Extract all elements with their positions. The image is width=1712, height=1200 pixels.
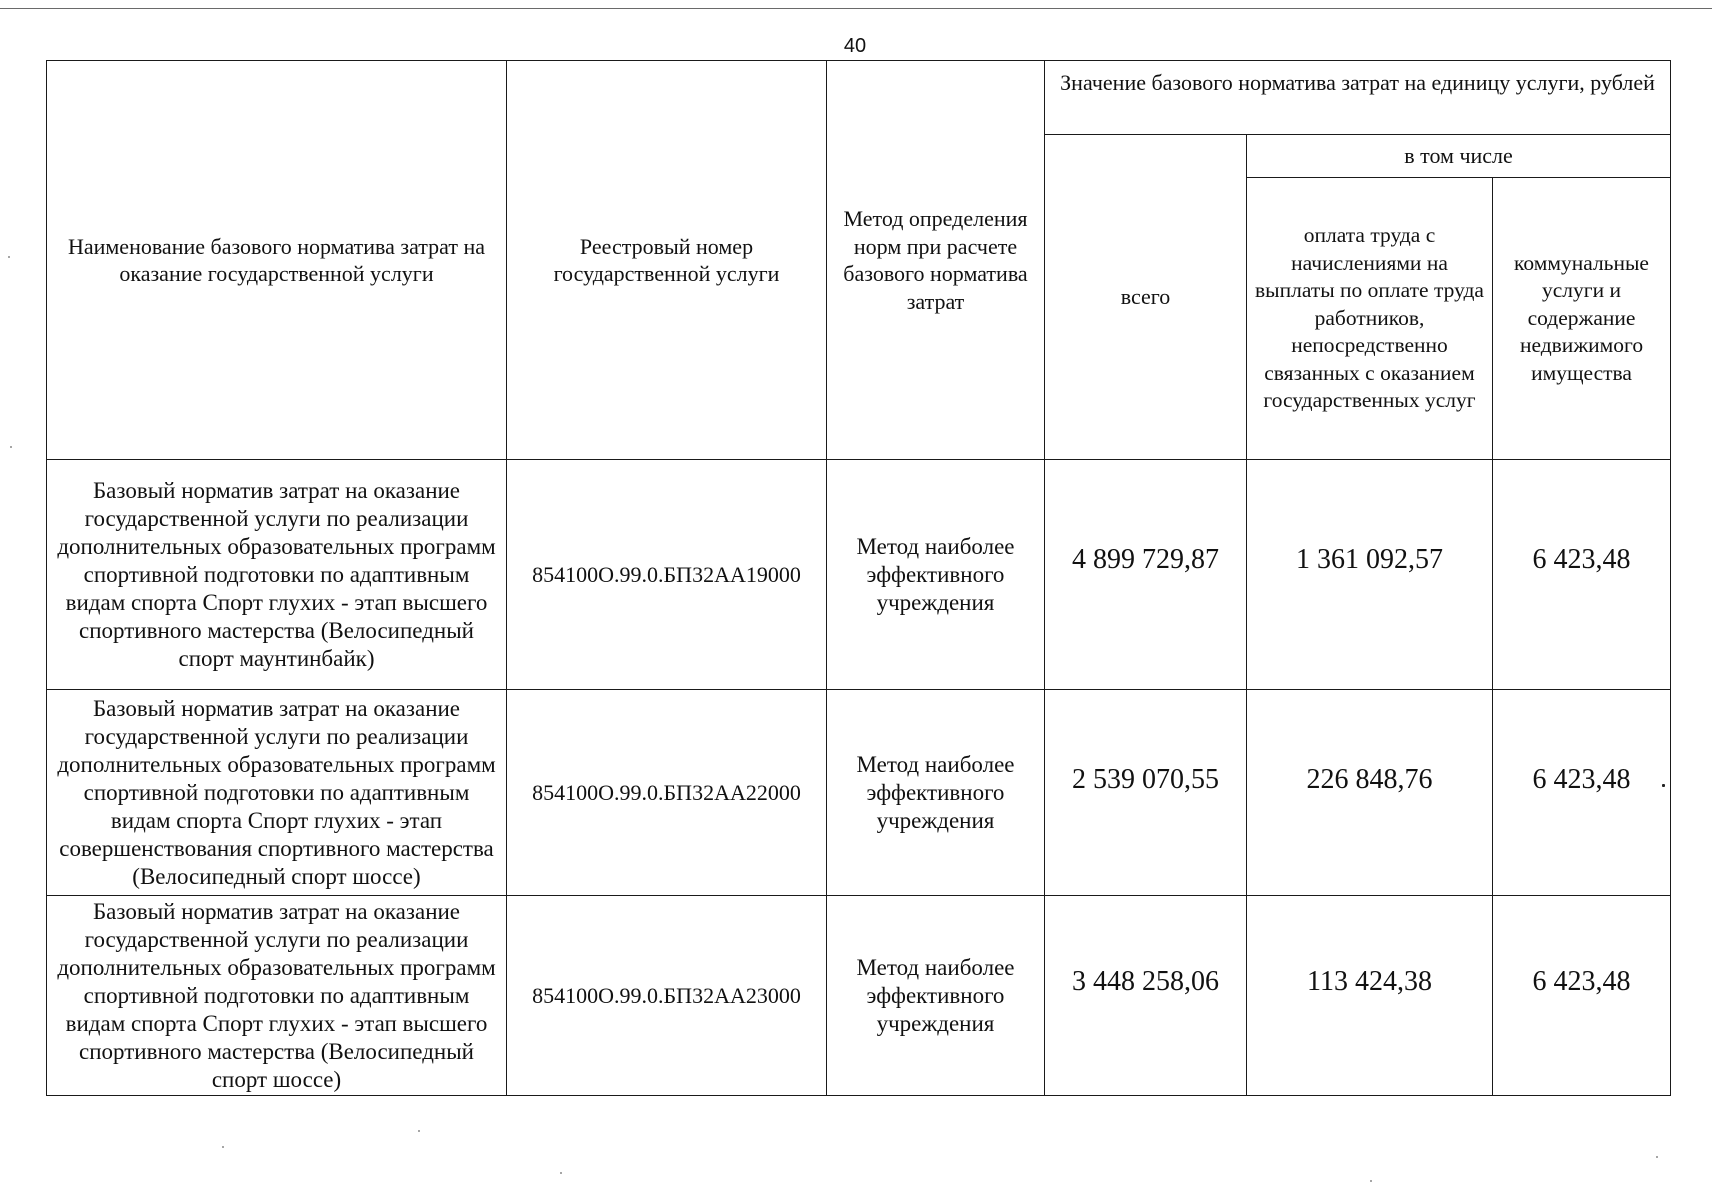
- base-norm-cost-table: [46, 60, 1671, 1096]
- row-total-cell: [1045, 690, 1247, 896]
- header-total-label: всего: [1120, 284, 1171, 310]
- row-total-cell: [1045, 460, 1247, 690]
- row-total-value: 3 448 258,06: [1072, 966, 1219, 997]
- row-total-value: 2 539 070,55: [1072, 764, 1219, 795]
- scan-speck: [1370, 1180, 1372, 1182]
- row-method-cell: [827, 690, 1045, 896]
- row-method-cell: [827, 460, 1045, 690]
- row-utilities-value: 6 423,48: [1532, 764, 1631, 795]
- header-name-label: Наименование базового норматива затрат на оказание государственной услуги: [67, 233, 486, 286]
- row-registry-number: 854100О.99.0.БП32АА22000: [532, 780, 801, 805]
- row-total-value: 4 899 729,87: [1072, 544, 1219, 575]
- scan-speck: [1662, 784, 1665, 787]
- table-row: [47, 690, 1671, 896]
- row-total-cell: [1045, 896, 1247, 1096]
- row-name-cell: [47, 460, 507, 690]
- row-method: Метод наиболее эффективного учреждения: [856, 954, 1015, 1036]
- header-cell-utilities: [1493, 178, 1671, 460]
- header-registry-label: Реестровый номер государственной услуги: [553, 233, 780, 286]
- header-cell-labor: [1247, 178, 1493, 460]
- table-row: [47, 896, 1671, 1096]
- header-utilities-label: коммунальные услуги и содержание недвижимого имущества: [1514, 250, 1649, 385]
- row-utilities-cell: [1493, 690, 1671, 896]
- row-labor-value: 113 424,38: [1307, 966, 1432, 997]
- row-registry-cell: [507, 460, 827, 690]
- scan-speck: [560, 1172, 562, 1174]
- scan-speck: [10, 446, 12, 448]
- row-registry-cell: [507, 896, 827, 1096]
- row-utilities-value: 6 423,48: [1532, 544, 1631, 575]
- page-number: 40: [843, 35, 867, 57]
- row-method: Метод наиболее эффективного учреждения: [856, 751, 1015, 833]
- row-name-cell: [47, 896, 507, 1096]
- row-labor-cell: [1247, 460, 1493, 690]
- row-name-cell: [47, 690, 507, 896]
- header-cell-total: [1045, 135, 1247, 460]
- row-name: Базовый норматив затрат на оказание государственной услуги по реализации дополнительных образовательных программ спортивной подготовки по адаптивным видам спорта Спорт глухих - этап высшего спортивного мастерства (Велосипедный спорт маунтинбайк): [57, 477, 496, 671]
- row-utilities-value: 6 423,48: [1532, 966, 1631, 997]
- row-registry-cell: [507, 690, 827, 896]
- row-labor-value: 226 848,76: [1306, 764, 1433, 795]
- scan-speck: [222, 1146, 224, 1148]
- row-method-cell: [827, 896, 1045, 1096]
- header-cell-value-group: [1045, 61, 1671, 135]
- row-labor-cell: [1247, 896, 1493, 1096]
- row-name: Базовый норматив затрат на оказание государственной услуги по реализации дополнительных образовательных программ спортивной подготовки по адаптивным видам спорта Спорт глухих - этап совершенствования спортивного мастерства (Велосипедный спорт шоссе): [57, 695, 496, 889]
- row-labor-cell: [1247, 690, 1493, 896]
- header-cell-method: [827, 61, 1045, 460]
- row-labor-value: 1 361 092,57: [1296, 544, 1443, 575]
- table-row: [47, 460, 1671, 690]
- row-registry-number: 854100О.99.0.БП32АА23000: [532, 983, 801, 1008]
- header-value-group-label: Значение базового норматива затрат на единицу услуги, рублей: [1060, 70, 1655, 95]
- table-header-row-1: [47, 61, 1671, 135]
- header-cell-registry: [507, 61, 827, 460]
- row-method: Метод наиболее эффективного учреждения: [856, 533, 1015, 615]
- row-name: Базовый норматив затрат на оказание государственной услуги по реализации дополнительных образовательных программ спортивной подготовки по адаптивным видам спорта Спорт глухих - этап высшего спортивного мастерства (Велосипедный спорт шоссе): [57, 898, 496, 1092]
- top-scan-border: [0, 8, 1712, 9]
- scan-speck: [418, 1130, 420, 1132]
- header-labor-label: оплата труда с начислениями на выплаты по оплате труда работников, непосредственно связанных с оказанием государственных услуг: [1255, 223, 1484, 413]
- row-registry-number: 854100О.99.0.БП32АА19000: [532, 562, 801, 587]
- scan-speck: [1656, 1156, 1658, 1158]
- header-cell-name: [47, 61, 507, 460]
- header-method-label: Метод определения норм при расчете базового норматива затрат: [843, 206, 1028, 314]
- row-utilities-cell: [1493, 896, 1671, 1096]
- row-utilities-cell: [1493, 460, 1671, 690]
- header-cell-including: [1247, 135, 1671, 178]
- header-including-label: в том числе: [1404, 143, 1513, 169]
- scan-speck: [8, 256, 10, 258]
